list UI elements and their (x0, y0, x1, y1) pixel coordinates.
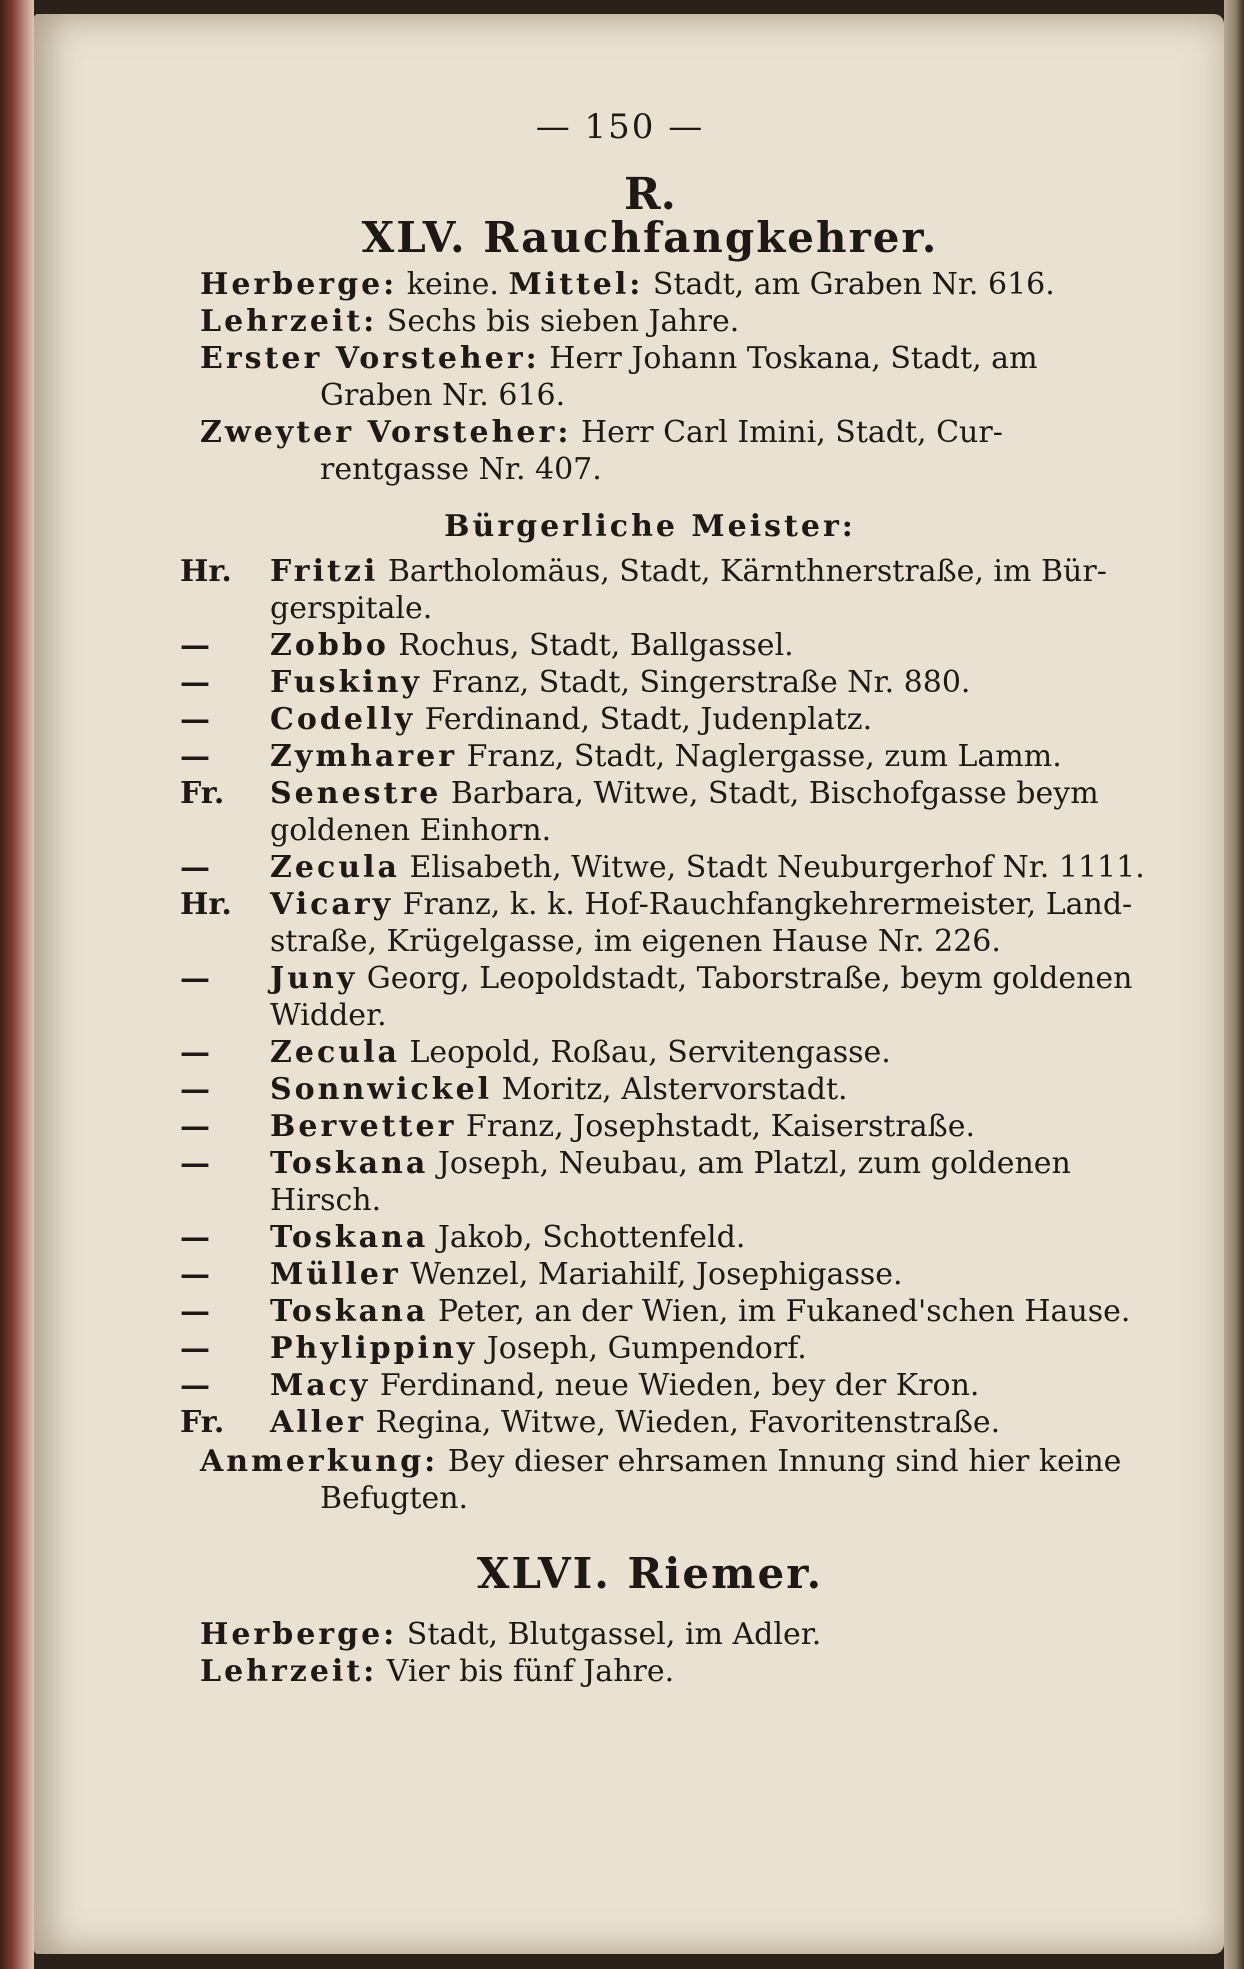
riemer-herberge-value: Stadt, Blutgassel, im Adler. (406, 1617, 822, 1652)
meister-entry (180, 554, 1160, 589)
meister-name: Zymharer (270, 739, 458, 774)
meister-name: Toskana (270, 1146, 429, 1181)
meister-details: Joseph, Gumpendorf. (486, 1331, 807, 1366)
meister-prefix: — (180, 665, 210, 700)
meister-name: Sonnwickel (270, 1072, 493, 1107)
page-number: — 150 — (535, 107, 705, 147)
meister-entry (180, 702, 1160, 737)
meister-entry (180, 1072, 1160, 1107)
meister-details: Moritz, Alstervorstadt. (501, 1072, 848, 1107)
meister-details: Rochus, Stadt, Ballgassel. (398, 628, 794, 663)
meister-heading: Bürgerliche Meister: (444, 509, 856, 544)
meister-details: Barbara, Witwe, Stadt, Bischofgasse beym (450, 776, 1099, 811)
zweyter-vorsteher-line (200, 415, 1160, 450)
meister-entry (180, 739, 1160, 774)
meister-entry (180, 850, 1160, 885)
meister-details: Ferdinand, neue Wieden, bey der Kron. (379, 1368, 980, 1403)
meister-prefix: Hr. (180, 554, 232, 589)
meister-prefix: — (180, 1109, 210, 1144)
meister-details: Ferdinand, Stadt, Judenplatz. (424, 702, 873, 737)
meister-name: Vicary (270, 887, 394, 922)
lehrzeit-label: Lehrzeit: (200, 304, 378, 339)
meister-details: Wenzel, Mariahilf, Josephigasse. (410, 1257, 903, 1292)
meister-name: Macy (270, 1368, 371, 1403)
riemer-herberge-label: Herberge: (200, 1617, 398, 1652)
meister-name: Toskana (270, 1294, 429, 1329)
meister-name: Zobbo (270, 628, 389, 663)
meister-name: Codelly (270, 702, 416, 737)
section-title-xlvi: XLVI. Riemer. (476, 1549, 824, 1598)
herberge-line (200, 267, 1160, 302)
herberge-label: Herberge: (200, 267, 398, 302)
meister-details: Jakob, Schottenfeld. (437, 1220, 746, 1255)
meister-details: Leopold, Roßau, Servitengasse. (409, 1035, 891, 1070)
section-letter: R. (624, 169, 676, 220)
meister-details: Franz, Stadt, Singerstraße Nr. 880. (431, 665, 971, 700)
meister-details: Elisabeth, Witwe, Stadt Neuburgerhof Nr. 1111. (409, 850, 1145, 885)
meister-name: Fritzi (270, 554, 379, 589)
erster-vorsteher-label: Erster Vorsteher: (200, 341, 540, 376)
meister-prefix: — (180, 739, 210, 774)
meister-name: Fuskiny (270, 665, 422, 700)
meister-prefix: — (180, 1331, 210, 1366)
meister-entry (180, 628, 1160, 663)
meister-name: Zecula (270, 1035, 400, 1070)
erster-vorsteher-value: Herr Johann Toskana, Stadt, am (549, 341, 1038, 376)
meister-prefix: — (180, 1072, 210, 1107)
erster-vorsteher-line (200, 341, 1160, 376)
meister-name: Bervetter (270, 1109, 457, 1144)
meister-list (180, 554, 1160, 1440)
meister-entry (180, 1257, 1160, 1292)
meister-entry (180, 665, 1160, 700)
meister-name: Juny (270, 961, 358, 996)
meister-details: Bartholomäus, Stadt, Kärnthnerstraße, im Bür- (387, 554, 1107, 589)
meister-details-cont: gerspitale. (270, 591, 433, 626)
meister-name: Senestre (270, 776, 442, 811)
meister-entry (180, 887, 1160, 922)
meister-details: Franz, Josephstadt, Kaiserstraße. (465, 1109, 975, 1144)
meister-details-cont: goldenen Einhorn. (270, 813, 552, 848)
meister-name: Zecula (270, 850, 400, 885)
meister-entry (180, 1146, 1160, 1181)
meister-prefix: — (180, 702, 210, 737)
anmerkung-value: Bey dieser ehrsamen Innung sind hier keine (447, 1444, 1122, 1479)
meister-details: Peter, an der Wien, im Fukaned'schen Hause. (437, 1294, 1131, 1329)
meister-details: Regina, Witwe, Wieden, Favoritenstraße. (375, 1405, 1001, 1440)
meister-prefix: — (180, 961, 210, 996)
meister-entry (180, 1294, 1160, 1329)
meister-prefix: Fr. (180, 1405, 225, 1440)
anmerkung-label: Anmerkung: (200, 1444, 439, 1479)
meister-entry (180, 1368, 1160, 1403)
meister-entry (180, 1109, 1160, 1144)
meister-entry (180, 961, 1160, 996)
erster-vorsteher-cont: Graben Nr. 616. (320, 378, 566, 413)
meister-entry (180, 1405, 1160, 1440)
meister-details-cont: straße, Krügelgasse, im eigenen Hause Nr. 226. (270, 924, 1001, 959)
mittel-value: Stadt, am Graben Nr. 616. (652, 267, 1055, 302)
riemer-lehrzeit-label: Lehrzeit: (200, 1654, 378, 1689)
lehrzeit-line (200, 304, 1160, 339)
meister-entry (180, 1331, 1160, 1366)
meister-details: Joseph, Neubau, am Platzl, zum goldenen (437, 1146, 1071, 1181)
zweyter-vorsteher-label: Zweyter Vorsteher: (200, 415, 572, 450)
meister-prefix: — (180, 1220, 210, 1255)
meister-prefix: — (180, 850, 210, 885)
meister-name: Toskana (270, 1220, 429, 1255)
meister-prefix: — (180, 1035, 210, 1070)
meister-name: Phylippiny (270, 1331, 478, 1366)
anmerkung-line (200, 1444, 1160, 1479)
meister-entry (180, 776, 1160, 811)
meister-name: Aller (270, 1405, 366, 1440)
zweyter-vorsteher-value: Herr Carl Imini, Stadt, Cur- (580, 415, 1003, 450)
meister-details-cont: Widder. (270, 998, 387, 1033)
meister-details: Franz, k. k. Hof-Rauchfangkehrermeister, Land- (402, 887, 1133, 922)
riemer-lehrzeit-line (200, 1654, 1160, 1689)
meister-prefix: — (180, 1294, 210, 1329)
herberge-value: keine. (406, 267, 499, 302)
meister-prefix: — (180, 1368, 210, 1403)
zweyter-vorsteher-cont: rentgasse Nr. 407. (320, 452, 602, 487)
riemer-lehrzeit-value: Vier bis fünf Jahre. (386, 1654, 675, 1689)
meister-details: Franz, Stadt, Naglergasse, zum Lamm. (466, 739, 1062, 774)
mittel-label: Mittel: (508, 267, 644, 302)
meister-details: Georg, Leopoldstadt, Taborstraße, beym goldenen (366, 961, 1133, 996)
meister-name: Müller (270, 1257, 401, 1292)
meister-prefix: — (180, 1146, 210, 1181)
meister-prefix: — (180, 1257, 210, 1292)
meister-entry (180, 1035, 1160, 1070)
book-spine (0, 0, 34, 1969)
meister-prefix: Hr. (180, 887, 232, 922)
lehrzeit-value: Sechs bis sieben Jahre. (386, 304, 740, 339)
page-edge (1224, 0, 1244, 1969)
meister-prefix: Fr. (180, 776, 225, 811)
meister-details-cont: Hirsch. (270, 1183, 382, 1218)
page-content (180, 107, 1160, 1691)
riemer-herberge-line (200, 1617, 1160, 1652)
meister-prefix: — (180, 628, 210, 663)
anmerkung-cont: Befugten. (320, 1481, 469, 1516)
meister-entry (180, 1220, 1160, 1255)
section-title-xlv: XLV. Rauchfangkehrer. (361, 213, 939, 262)
